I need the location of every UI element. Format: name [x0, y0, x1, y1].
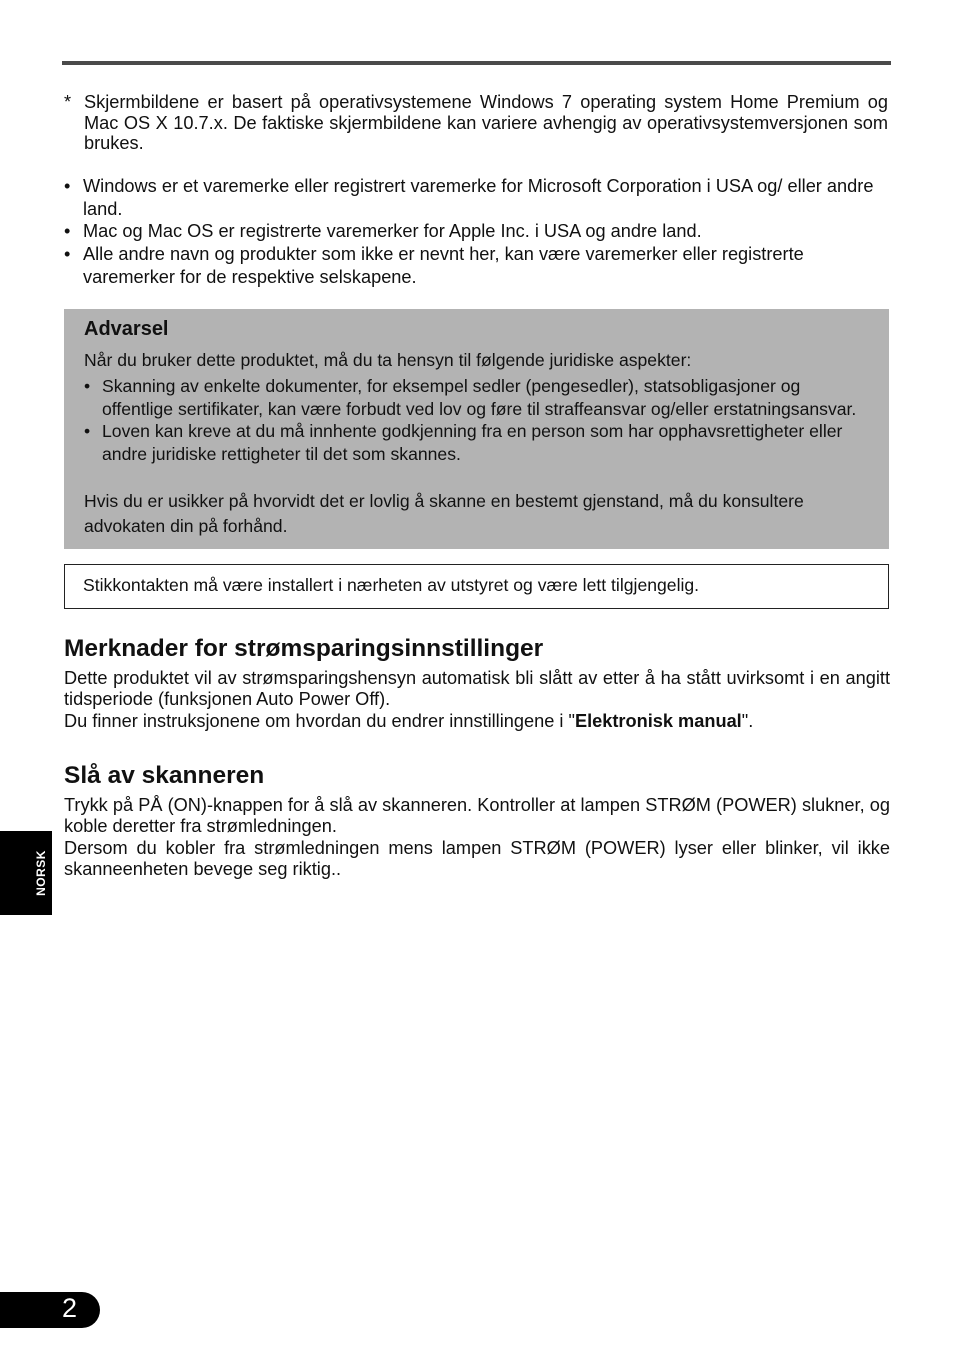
list-item: • Alle andre navn og produkter som ikke er nevnt her, kan være varemerker eller registrerte varemerker for de respektive selskapene.	[64, 243, 890, 288]
manual-ref-prefix: Du finner instruksjonene om hvordan du endrer innstillingene i "	[64, 711, 575, 731]
language-tab	[0, 831, 52, 915]
footnote-marker: *	[64, 92, 72, 112]
language-tab-label: NORSK	[34, 850, 48, 896]
trademark-list	[64, 175, 890, 289]
list-item: • Windows er et varemerke eller registrert varemerke for Microsoft Corporation i USA og/ eller andre land.	[64, 175, 890, 220]
warning-title: Advarsel	[84, 318, 169, 340]
warning-closing: Hvis du er usikker på hvorvidt det er lovlig å skanne en bestemt gjenstand, må du konsultere advokaten din på forhånd.	[84, 491, 804, 536]
power-saving-heading: Merknader for strømsparingsinnstillinger	[64, 635, 544, 662]
screenshot-footnote: Skjermbildene er basert på operativsystemene Windows 7 operating system Home Premium og Mac OS X 10.7.x. De faktiske skjermbildene kan variere avhengig av operativsystemversjonen som brukes.	[84, 92, 888, 153]
warning-list	[84, 375, 874, 466]
turn-off-paragraph-1: Trykk på PÅ (ON)-knappen for å slå av skanneren. Kontroller at lampen STRØM (POWER) slukner, og koble deretter fra strømledningen.	[64, 795, 890, 836]
page-number: 2	[62, 1293, 78, 1323]
list-item: • Loven kan kreve at du må innhente godkjenning fra en person som har opphavsrettigheter eller andre juridiske rettigheter til det som skannes.	[84, 420, 874, 465]
warning-intro: Når du bruker dette produktet, må du ta hensyn til følgende juridiske aspekter:	[84, 350, 692, 370]
header-rule	[62, 61, 891, 65]
manual-link-text: Elektronisk manual	[574, 711, 742, 731]
outlet-note-box	[64, 564, 889, 609]
turn-off-paragraph-2: Dersom du kobler fra strømledningen mens lampen STRØM (POWER) lyser eller blinker, vil ikke skanneenheten bevege seg riktig..	[64, 838, 890, 879]
outlet-note: Stikkontakten må være installert i nærheten av utstyret og være lett tilgjengelig.	[83, 575, 700, 595]
page-number-badge	[0, 1292, 100, 1328]
warning-box	[64, 309, 889, 549]
manual-ref-suffix: ".	[741, 711, 754, 731]
list-item: • Skanning av enkelte dokumenter, for eksempel sedler (pengesedler), statsobligasjoner og offentlige sertifikater, kan være forbudt ved lov og føre til straffeansvar og/eller erstatningsansvar.	[84, 375, 874, 420]
turn-off-heading: Slå av skanneren	[64, 762, 265, 789]
list-item: • Mac og Mac OS er registrerte varemerker for Apple Inc. i USA og andre land.	[64, 220, 890, 243]
power-saving-paragraph: Dette produktet vil av strømsparingshensyn automatisk bli slått av etter å ha stått uvirksomt i en angitt tidsperiode (funksjonen Auto Power Off).	[64, 668, 890, 709]
power-saving-manual-ref	[64, 711, 890, 732]
